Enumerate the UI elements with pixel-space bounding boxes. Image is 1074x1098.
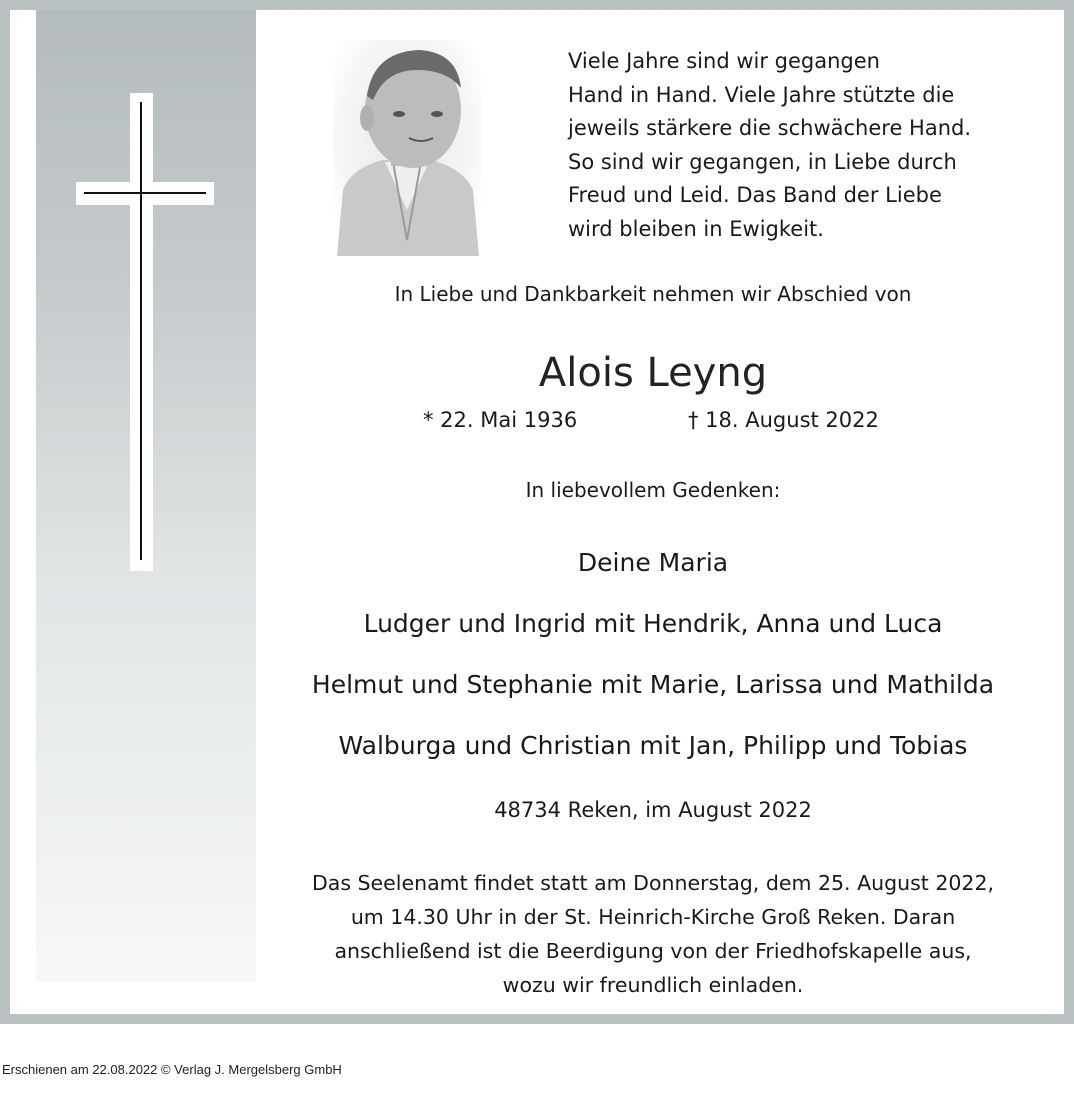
deceased-name: Alois Leyng xyxy=(538,350,768,396)
poem-line: Hand in Hand. Viele Jahre stützte die xyxy=(568,82,955,107)
poem-line: So sind wir gegangen, in Liebe durch xyxy=(568,149,957,174)
service-line: anschließend ist die Beerdigung von der Friedhofskapelle aus, xyxy=(334,939,972,963)
birth-date: * 22. Mai 1936 xyxy=(423,408,578,432)
farewell-intro: In Liebe und Dankbarkeit nehmen wir Abschied von xyxy=(394,282,912,306)
remembrance-heading: In liebevollem Gedenken: xyxy=(525,478,781,502)
service-line: um 14.30 Uhr in der St. Heinrich-Kirche Groß Reken. Daran xyxy=(350,905,956,929)
mourners-list xyxy=(258,543,1048,787)
service-info xyxy=(258,866,1048,1002)
service-line: Das Seelenamt findet statt am Donnerstag, dem 25. August 2022, xyxy=(311,871,995,895)
cross-icon xyxy=(140,102,142,560)
service-line: wozu wir freundlich einladen. xyxy=(502,973,804,997)
poem-line: Viele Jahre sind wir gegangen xyxy=(568,49,880,73)
mourner-line: Helmut und Stephanie mit Marie, Larissa und Mathilda xyxy=(311,670,995,699)
poem-line: Freud und Leid. Das Band der Liebe xyxy=(568,183,942,208)
poem xyxy=(568,45,971,247)
poem-line: jeweils stärkere die schwächere Hand. xyxy=(568,116,972,141)
mourner-line: Deine Maria xyxy=(577,548,729,577)
mourner-line: Walburga und Christian mit Jan, Philipp und Tobias xyxy=(338,731,968,760)
portrait-photo xyxy=(333,40,481,256)
mourner-line: Ludger und Ingrid mit Hendrik, Anna und Luca xyxy=(363,609,943,638)
cross-icon-bar xyxy=(84,192,206,194)
death-date: † 18. August 2022 xyxy=(688,408,879,432)
publication-footer: Erschienen am 22.08.2022 © Verlag J. Mergelsberg GmbH xyxy=(2,1062,342,1077)
place-date: 48734 Reken, im August 2022 xyxy=(494,798,812,822)
poem-line: wird bleiben in Ewigkeit. xyxy=(568,216,824,241)
